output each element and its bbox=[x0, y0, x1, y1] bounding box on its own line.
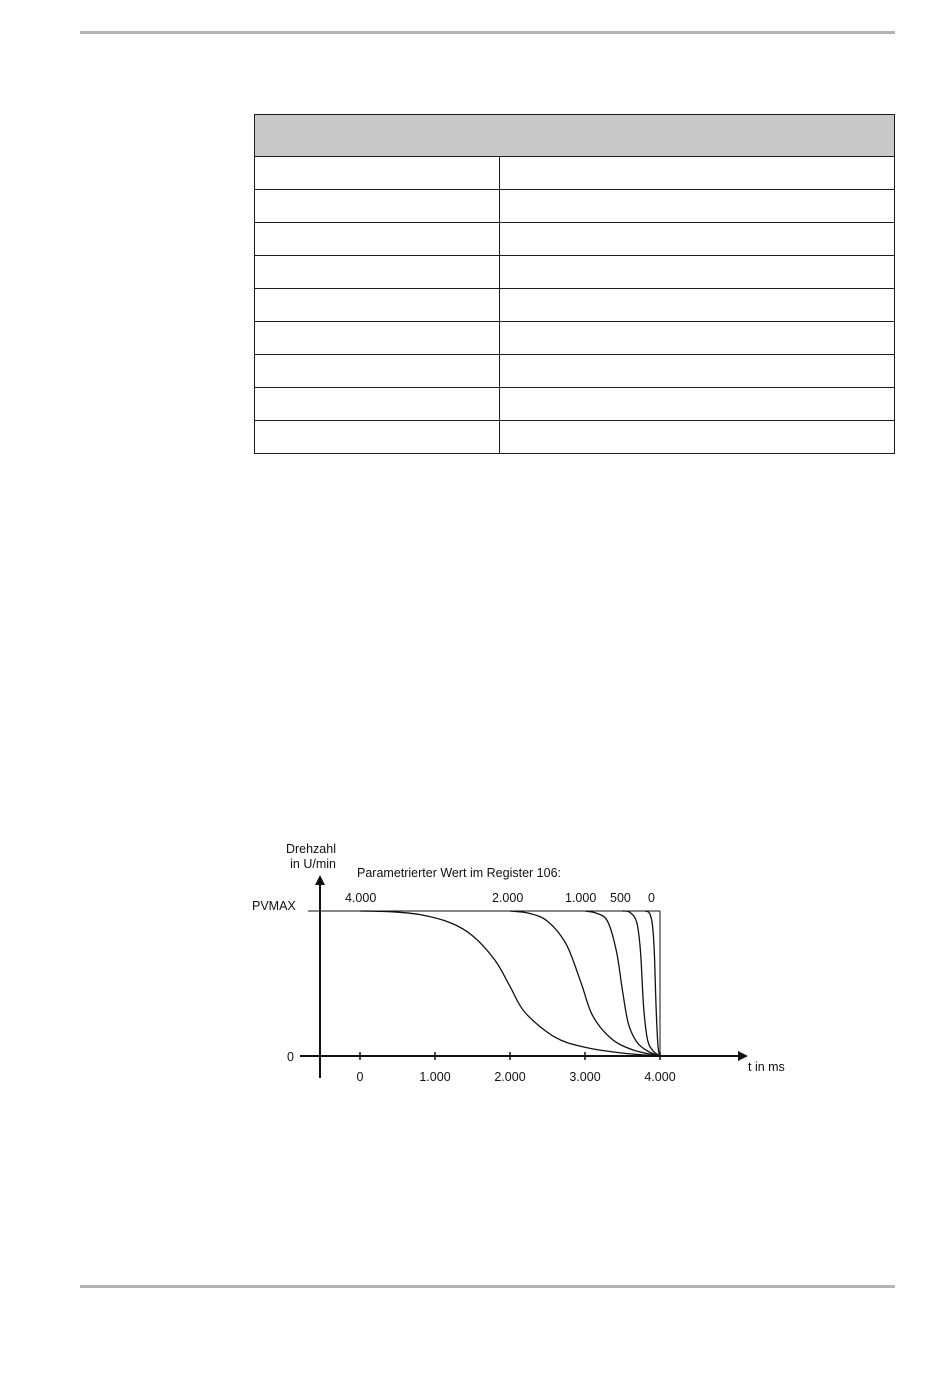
footer-rule bbox=[80, 1285, 895, 1288]
y-tick-zero: 0 bbox=[287, 1050, 294, 1064]
x-tick-label: 2.000 bbox=[494, 1070, 526, 1084]
x-tick-label: 4.000 bbox=[644, 1070, 676, 1084]
ramp-curves bbox=[345, 891, 660, 1056]
table-row bbox=[255, 223, 895, 256]
table-cell bbox=[500, 355, 895, 388]
parameter-table bbox=[254, 114, 895, 454]
table-row bbox=[255, 355, 895, 388]
register-annotation: Parametrierter Wert im Register 106: bbox=[357, 866, 561, 880]
table-cell bbox=[255, 190, 500, 223]
chart-labels bbox=[252, 842, 785, 1074]
table-cell bbox=[500, 322, 895, 355]
series-label: 1.000 bbox=[565, 891, 597, 905]
table-cell bbox=[255, 421, 500, 454]
chart-axes bbox=[300, 877, 746, 1078]
table-cell bbox=[500, 190, 895, 223]
table-cell bbox=[500, 223, 895, 256]
table-cell bbox=[500, 256, 895, 289]
table-cell bbox=[500, 289, 895, 322]
x-tick-label: 3.000 bbox=[569, 1070, 601, 1084]
table-header-row bbox=[255, 115, 895, 157]
header-rule bbox=[80, 31, 895, 34]
table-header-cell bbox=[255, 115, 895, 157]
table-row bbox=[255, 421, 895, 454]
table-cell bbox=[255, 256, 500, 289]
table-cell bbox=[500, 157, 895, 190]
table-cell bbox=[255, 289, 500, 322]
table-row bbox=[255, 190, 895, 223]
table-cell bbox=[255, 157, 500, 190]
table-row bbox=[255, 256, 895, 289]
series-label: 2.000 bbox=[492, 891, 524, 905]
speed-ramp-chart bbox=[252, 830, 810, 1100]
ramp-curve-1.000 bbox=[585, 911, 660, 1056]
x-tick-label: 0 bbox=[356, 1070, 364, 1084]
ramp-curve-4.000 bbox=[360, 911, 660, 1056]
ramp-curve-0 bbox=[645, 911, 660, 1056]
table-cell bbox=[255, 388, 500, 421]
table-cell bbox=[255, 322, 500, 355]
table-row bbox=[255, 322, 895, 355]
table-row bbox=[255, 388, 895, 421]
series-label: 0 bbox=[648, 891, 655, 905]
table-cell bbox=[500, 388, 895, 421]
x-tick-label: 1.000 bbox=[419, 1070, 451, 1084]
y-axis-label-line1: Drehzahl bbox=[285, 842, 336, 856]
x-axis-label: t in ms bbox=[748, 1060, 785, 1074]
y-axis-label-line2: in U/min bbox=[290, 857, 336, 871]
table-cell bbox=[255, 223, 500, 256]
table-row bbox=[255, 289, 895, 322]
ramp-curve-500 bbox=[623, 911, 661, 1056]
table-cell bbox=[500, 421, 895, 454]
series-label: 4.000 bbox=[345, 891, 377, 905]
table-row bbox=[255, 157, 895, 190]
ramp-curve-2.000 bbox=[510, 911, 660, 1056]
y-tick-pvmax: PVMAX bbox=[252, 899, 296, 913]
table-cell bbox=[255, 355, 500, 388]
series-label: 500 bbox=[610, 891, 631, 905]
